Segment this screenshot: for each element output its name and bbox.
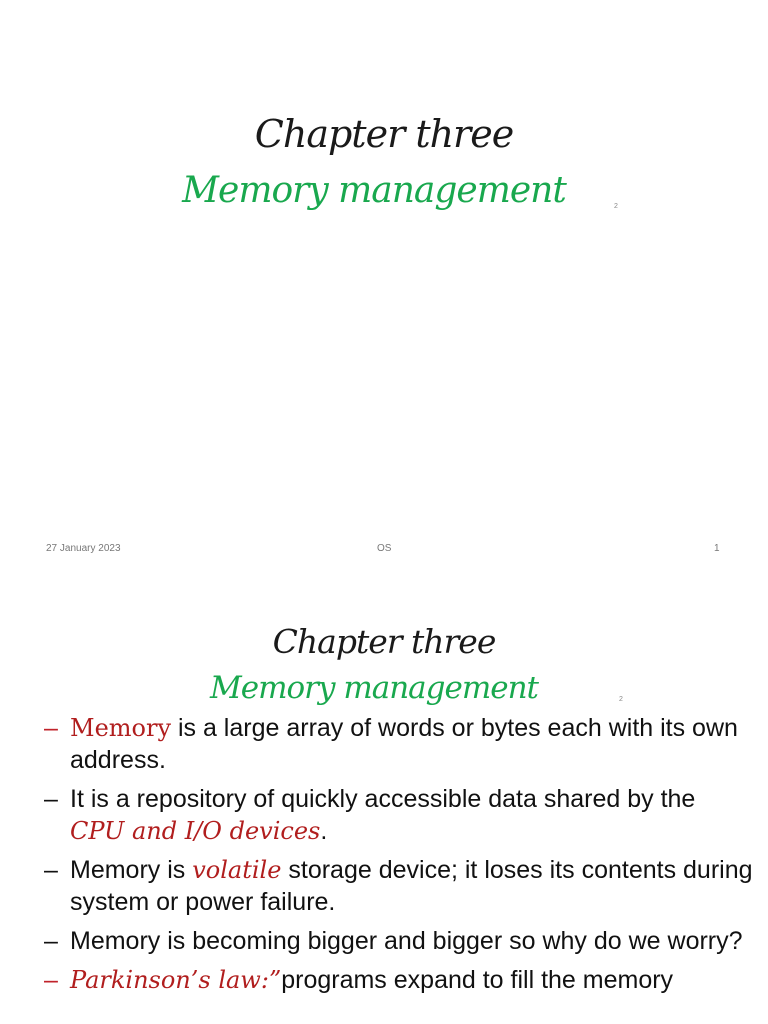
bullet-dash: –: [44, 785, 58, 813]
slide-title: Chapter three: [254, 112, 514, 156]
footer-page-number: 1: [714, 543, 720, 554]
slide-subtitle: Memory management: [182, 170, 566, 211]
footer-center-label: OS: [377, 543, 392, 554]
bullet-text-end: .: [320, 817, 328, 845]
footer-date: 27 January 2023: [46, 543, 121, 554]
bullet-item: [44, 854, 756, 918]
slide-2: [0, 600, 768, 1024]
slide-title: Chapter three: [272, 622, 496, 661]
bullet-item: [44, 964, 756, 996]
bullet-highlight: volatile: [192, 856, 282, 884]
bullet-text-end: storage device; it loses its contents during system or power failure.: [70, 856, 753, 916]
bullet-dash: –: [44, 856, 58, 884]
bullet-highlight: CPU and I/O devices: [70, 817, 321, 845]
bullet-text: is a large array of words or bytes each with its own address.: [70, 714, 738, 774]
bullet-text: Memory is becoming bigger and bigger so why do we worry?: [70, 927, 743, 955]
bullet-text: Memory is: [70, 856, 193, 884]
small-number-mark: 2: [614, 203, 618, 210]
bullet-dash: –: [44, 966, 58, 994]
bullet-dash: –: [44, 927, 58, 955]
bullet-item: [44, 783, 756, 847]
small-number-mark: 2: [619, 696, 623, 703]
slide-subtitle: Memory management: [209, 670, 538, 706]
bullet-highlight: Parkinson’s law:”: [70, 966, 282, 994]
bullet-item: [44, 925, 756, 957]
bullet-highlight: Memory: [70, 714, 172, 742]
bullet-text: programs expand to fill the memory: [281, 966, 674, 994]
bullet-list: [44, 712, 756, 1003]
bullet-item: [44, 712, 756, 776]
bullet-text: It is a repository of quickly accessible data shared by the: [70, 785, 696, 813]
bullet-dash: –: [44, 714, 58, 742]
